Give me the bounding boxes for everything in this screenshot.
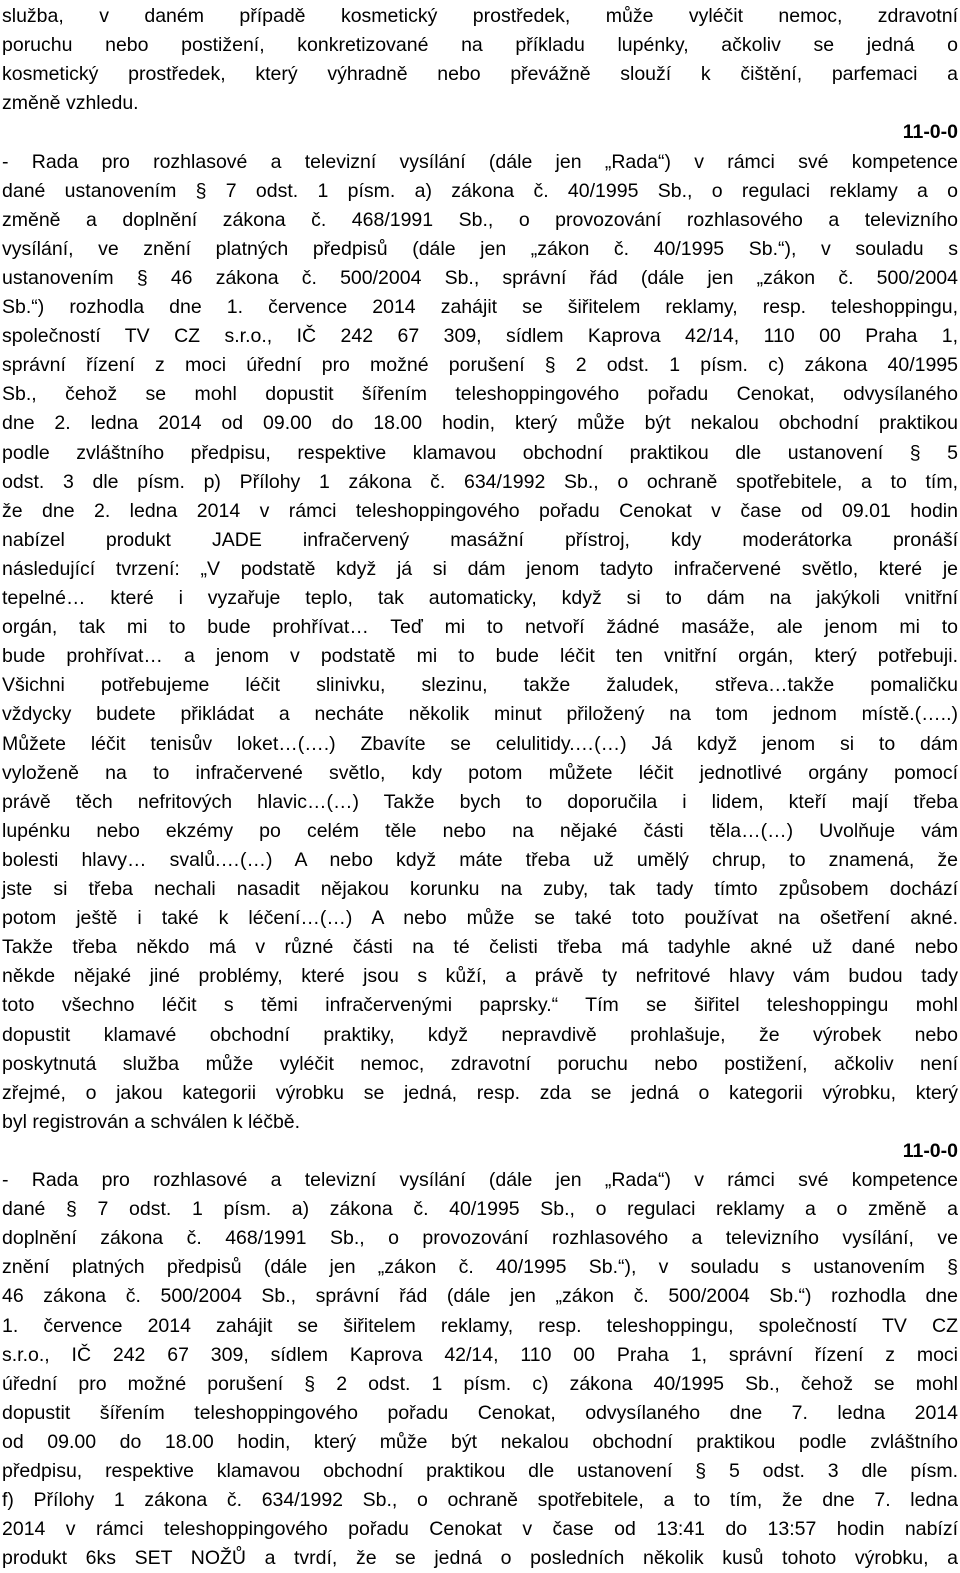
text-line: Všichni potřebujeme léčit slinivku, slezinu, takže žaludek, střeva…takže pomaličku bbox=[2, 674, 958, 697]
text-line: změně vzhledu. bbox=[2, 92, 139, 115]
text-line: - Rada pro rozhlasové a televizní vysílání (dále jen „Rada“) v rámci své kompetence bbox=[2, 150, 958, 173]
text-line: následující tvrzení: „V podstatě když já si dám jenom tadyto infračervené světlo, které je bbox=[2, 557, 958, 580]
text-line: produkt 6ks SET NOŽŮ a tvrdí, že se jedná o posledních několik kusů tohoto výrobku, a bbox=[2, 1547, 958, 1570]
text-line: předpisu, respektive klamavou obchodní praktikou dle ustanovení § 5 odst. 3 dle písm. bbox=[2, 1460, 958, 1482]
text-line: od 09.00 do 18.00 hodin, který může být nekalou obchodní praktikou podle zvláštního bbox=[2, 1430, 958, 1453]
text-line: tepelné… které i vyzařuje teplo, tak automaticky, když si to dám na jakýkoli vnitřní bbox=[2, 587, 958, 609]
text-line: vždycky budete přikládat a necháte několik minut přiložený na tom jednom místě.(…..) bbox=[2, 703, 958, 726]
section-1-reference-number: 11-0-0 bbox=[902, 121, 958, 144]
text-line: Takže třeba někdo má v různé části na té čelisti třeba má tadyhle akné už dané nebo bbox=[2, 936, 958, 959]
text-line: dopustit klamavé obchodní praktiky, když nepravdivě prohlašuje, že výrobek nebo bbox=[2, 1023, 958, 1046]
text-line: odst. 3 dle písm. p) Přílohy 1 zákona č. 634/1992 Sb., o ochraně spotřebitele, a to tím, bbox=[2, 470, 958, 493]
text-line: Můžete léčit tenisův loket…(….) Zbavíte se celulitidy.…(…) Já když jenom si to dám bbox=[2, 732, 958, 755]
text-line: dané § 7 odst. 1 písm. a) zákona č. 40/1995 Sb., o regulaci reklamy a o změně a bbox=[2, 1198, 958, 1221]
text-line: znění platných předpisů (dále jen „zákon č. 40/1995 Sb.“), v souladu s ustanovením § bbox=[2, 1256, 958, 1279]
text-line: bude prohřívat… a jenom v podstatě mi to bude léčit ten vnitřní orgán, který potřebuji. bbox=[2, 645, 958, 668]
text-line: potom ještě i také k léčení…(…) A nebo může se také toto používat na ošetření akné. bbox=[2, 907, 958, 930]
text-line: 46 zákona č. 500/2004 Sb., správní řád (dále jen „zákon č. 500/2004 Sb.“) rozhodla dne bbox=[2, 1285, 958, 1308]
text-line: služba, v daném případě kosmetický prostředek, může vyléčit nemoc, zdravotní bbox=[2, 5, 958, 27]
text-line: lupénku nebo ekzémy po celém těle nebo na nějaké části těla…(…) Uvolňuje vám bbox=[2, 819, 958, 842]
text-line: dne 2. ledna 2014 od 09.00 do 18.00 hodin, který může být nekalou obchodní praktikou bbox=[2, 412, 958, 435]
text-line: nabízel produkt JADE infračervený masážní přístroj, kdy moderátorka pronáší bbox=[2, 528, 958, 551]
text-line: ustanovením § 46 zákona č. 500/2004 Sb., správní řád (dále jen „zákon č. 500/2004 bbox=[2, 266, 958, 289]
text-line: Sb., čehož se mohl dopustit šířením teleshoppingového pořadu Cenokat, odvysílaného bbox=[2, 383, 958, 406]
text-line: vyloženě na to infračervené světlo, kdy potom můžete léčit jednotlivé orgány pomocí bbox=[2, 761, 958, 784]
text-line: správní řízení z moci úřední pro možné porušení § 2 odst. 1 písm. c) zákona 40/1995 bbox=[2, 354, 958, 377]
text-line: někde nějaké jiné problémy, které jsou s kůží, a právě ty nefritové hlavy vám budou tady bbox=[2, 965, 958, 988]
text-line: s.r.o., IČ 242 67 309, sídlem Kaprova 42/14, 110 00 Praha 1, správní řízení z moci bbox=[2, 1343, 958, 1366]
text-line: kosmetický prostředek, který výhradně nebo převážně slouží k čištění, parfemaci a bbox=[2, 63, 958, 86]
text-line: společností TV CZ s.r.o., IČ 242 67 309, sídlem Kaprova 42/14, 110 00 Praha 1, bbox=[2, 325, 958, 348]
text-line: Sb.“) rozhodla dne 1. července 2014 zahájit se šiřitelem reklamy, resp. teleshoppingu, bbox=[2, 296, 958, 318]
text-line: toto všechno léčit s těmi infračervenými paprsky.“ Tím se šiřitel teleshoppingu mohl bbox=[2, 994, 958, 1017]
text-line: doplnění zákona č. 468/1991 Sb., o provozování rozhlasového a televizního vysílání, ve bbox=[2, 1227, 958, 1250]
text-line: dané ustanovením § 7 odst. 1 písm. a) zákona č. 40/1995 Sb., o regulaci reklamy a o bbox=[2, 179, 958, 202]
text-line: orgán, tak mi to bude prohřívat… Teď mi to netvoří žádné masáže, ale jenom mi to bbox=[2, 616, 958, 639]
section-2-reference-number: 11-0-0 bbox=[902, 1139, 958, 1162]
text-line: dopustit šířením teleshoppingového pořadu Cenokat, odvysílaného dne 7. ledna 2014 bbox=[2, 1401, 958, 1424]
text-line: byl registrován a schválen k léčbě. bbox=[2, 1110, 301, 1133]
text-line: vysílání, ve znění platných předpisů (dále jen „zákon č. 40/1995 Sb.“), v souladu s bbox=[2, 237, 958, 260]
text-line: změně a doplnění zákona č. 468/1991 Sb., o provozování rozhlasového a televizního bbox=[2, 208, 958, 231]
text-line: 2014 v rámci teleshoppingového pořadu Cenokat v čase od 13:41 do 13:57 hodin nabízí bbox=[2, 1518, 958, 1541]
text-line: že dne 2. ledna 2014 v rámci teleshoppingového pořadu Cenokat v čase od 09.01 hodin bbox=[2, 499, 958, 522]
text-line: podle zvláštního předpisu, respektive klamavou obchodní praktikou dle ustanovení § 5 bbox=[2, 441, 958, 464]
text-line: f) Přílohy 1 zákona č. 634/1992 Sb., o ochraně spotřebitele, a to tím, že dne 7. ledna bbox=[2, 1489, 958, 1512]
text-line: 1. července 2014 zahájit se šiřitelem reklamy, resp. teleshoppingu, společností TV CZ bbox=[2, 1314, 958, 1337]
text-line: - Rada pro rozhlasové a televizní vysílání (dále jen „Rada“) v rámci své kompetence bbox=[2, 1169, 958, 1191]
text-line: jste si třeba nechali nasadit nějakou korunku na zuby, tak tady tímto způsobem dochází bbox=[2, 878, 958, 900]
text-line: bolesti hlavy… svalů.…(…) A nebo když máte třeba už umělý chrup, to znamená, že bbox=[2, 848, 958, 871]
text-line: zřejmé, o jakou kategorii výrobku se jedná, resp. zda se jedná o kategorii výrobku, který bbox=[2, 1081, 958, 1104]
text-line: poskytnutá služba může vyléčit nemoc, zdravotní poruchu nebo postižení, ačkoliv není bbox=[2, 1052, 958, 1075]
text-line: úřední pro možné porušení § 2 odst. 1 písm. c) zákona 40/1995 Sb., čehož se mohl bbox=[2, 1372, 958, 1395]
text-line: právě těch nefritových hlavic…(…) Takže bych to doporučila i lidem, kteří mají třeba bbox=[2, 790, 958, 813]
text-line: poruchu nebo postižení, konkretizované na příkladu lupénky, ačkoliv se jedná o bbox=[2, 34, 958, 57]
